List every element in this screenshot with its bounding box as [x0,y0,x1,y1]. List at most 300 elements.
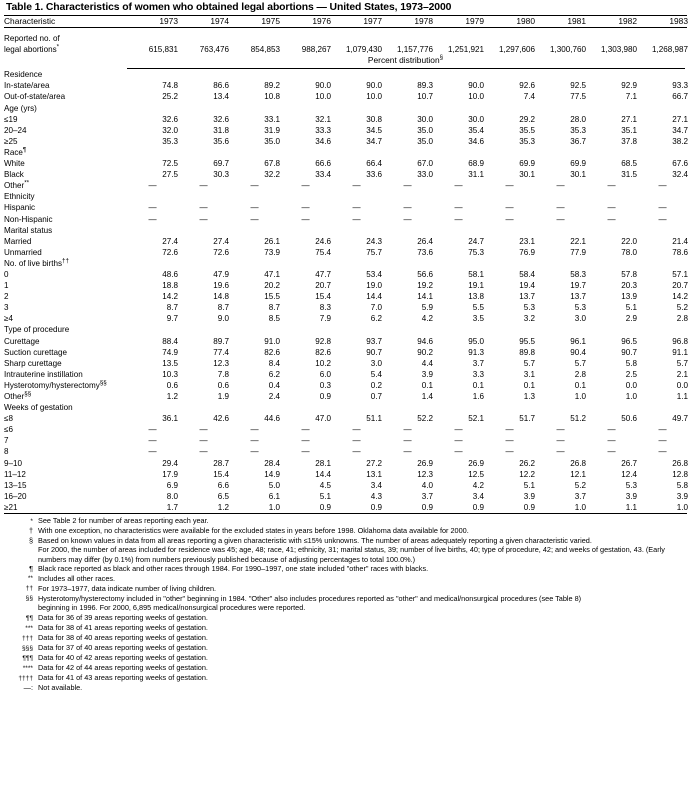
cell-1975: 67.8 [264,159,280,169]
footnote-item [4,643,687,653]
cell-1976: 14.4 [315,469,331,479]
cell-1974: — [199,447,208,457]
section-label-no-of-live-births: No. of live births†† [4,257,69,268]
table-row [4,458,688,469]
cell-1983: 5.2 [676,303,688,313]
cell-1973: 18.8 [162,281,178,291]
cell-1976: 15.4 [315,292,331,302]
cell-1979: 24.7 [468,236,484,246]
cell-1977: 51.1 [366,414,382,424]
cell-1982: — [607,447,616,457]
cell-1975: — [250,181,259,191]
footnote-text: See Table 2 for number of areas reporting each year. [38,516,209,526]
cell-1976: 0.9 [319,502,331,512]
cell-1974: 6.6 [217,480,229,490]
cell-1978: 73.6 [417,247,433,257]
row-label: Suction curettage [4,347,67,357]
header-year-1979: 1979 [465,16,484,26]
cell-1978: 26.4 [417,236,433,246]
cell-1978: 56.6 [417,269,433,279]
cell-1983: 38.2 [672,136,688,146]
cell-1979: 0.9 [472,502,484,512]
cell-1975: — [250,447,259,457]
cell-1980: 35.3 [519,136,535,146]
cell-1978: 90.2 [417,347,433,357]
cell-1975: — [250,203,259,213]
table-row [4,480,688,491]
cell-1973: 36.1 [162,414,178,424]
table-row [4,336,688,347]
cell-1981: 77.9 [570,247,586,257]
cell-1981: 19.7 [570,281,586,291]
cell-1981: 5.3 [574,303,586,313]
cell-1983: 91.1 [672,347,688,357]
row-label: ≥21 [4,502,18,512]
row-label: Hispanic [4,203,36,213]
footnote-marker: §§§ [21,644,33,652]
cell-1974: — [199,181,208,191]
cell-1976: 7.9 [319,314,331,324]
reported-value-1976: 988,267 [301,45,331,55]
table-row [4,380,688,391]
cell-1980: 89.8 [519,347,535,357]
cell-1983: 66.7 [672,92,688,102]
cell-1982: 35.1 [621,125,637,135]
cell-1981: 5.2 [574,480,586,490]
cell-1976: 66.6 [315,159,331,169]
footnote-text: Hysterotomy/hysterectomy included in "other" beginning in 1984. "Other" also includes procedures reported as "other" and medical/nonsurgical procedures (see Table 8) beginning in 1996. For 2000, 6,895 medical/nonsurgical procedures were reported. [38,594,687,613]
cell-1983: 57.1 [672,269,688,279]
cell-1979: 31.1 [468,170,484,180]
cell-1973: 29.4 [162,458,178,468]
cell-1983: 12.8 [672,469,688,479]
reported-value-1978: 1,157,776 [396,45,433,55]
cell-1973: — [148,425,157,435]
table-row [4,136,688,147]
cell-1975: 8.7 [268,303,280,313]
table-row [4,424,688,435]
footnote-marker: ** [24,179,30,187]
footnote-marker: ¶ [29,564,33,574]
section-label-race: Race¶ [4,146,27,157]
row-label: 20–24 [4,125,27,135]
cell-1973: 0.6 [166,380,178,390]
cell-1977: 0.9 [370,502,382,512]
cell-1977: 34.5 [366,125,382,135]
cell-1977: 53.4 [366,269,382,279]
table-row [4,269,688,280]
cell-1981: 3.0 [574,314,586,324]
cell-1978: 94.6 [417,336,433,346]
cell-1982: 0.0 [625,380,637,390]
cell-1981: 30.1 [570,170,586,180]
cell-1982: — [607,214,616,224]
row-label: Intrauterine instillation [4,369,83,379]
section-label-type-of-procedure: Type of procedure [4,325,70,335]
table-row [4,302,688,313]
cell-1978: 3.9 [421,369,433,379]
footnote-marker: **** [22,664,33,672]
footnote-item [4,526,687,536]
cell-1982: 7.1 [625,92,637,102]
cell-1973: 35.3 [162,136,178,146]
cell-1973: — [148,203,157,213]
cell-1976: 34.6 [315,136,331,146]
cell-1978: 5.9 [421,303,433,313]
cell-1974: 89.7 [213,336,229,346]
cell-1978: 14.1 [417,292,433,302]
cell-1977: 66.4 [366,159,382,169]
cell-1973: 8.7 [166,303,178,313]
cell-1974: 35.6 [213,136,229,146]
reported-label-line1: Reported no. of [4,34,60,44]
row-label: 1 [4,281,9,291]
section-header-row [4,103,688,114]
cell-1981: — [556,436,565,446]
row-label: Other§§ [4,390,32,401]
cell-1975: 89.2 [264,81,280,91]
row-label: ≤8 [4,414,13,424]
cell-1974: 86.6 [213,81,229,91]
row-label: Other** [4,179,30,191]
cell-1978: 10.7 [417,92,433,102]
cell-1979: 3.3 [472,369,484,379]
table-row [4,502,688,513]
table-row [4,180,688,191]
row-label: ≥4 [4,314,13,324]
cell-1974: 14.8 [213,292,229,302]
footnote-marker: §§ [99,379,107,387]
cell-1975: 8.4 [268,358,280,368]
cell-1977: — [352,203,361,213]
table-row [4,114,688,125]
footnote-marker: † [28,526,33,536]
cell-1974: — [199,203,208,213]
cell-1980: — [505,214,514,224]
table-row [4,358,688,369]
footnote-text-continued: For 2000, the number of areas included for residence was 45; age, 48; race, 41; ethnicity, 31; marital status, 39; number of live births, 40; type of procedure, 42; and weeks of gestation, 43. (Early numbers may differ (by 0.1%) from numbers previously published because of adjusting percentages to total 100.0%.) [38,545,665,564]
cell-1980: 51.7 [519,414,535,424]
cell-1983: 67.6 [672,159,688,169]
cell-1974: 19.6 [213,281,229,291]
row-label: 7 [4,436,9,446]
cell-1983: 20.7 [672,281,688,291]
column-header-row [4,16,687,27]
cell-1981: 3.7 [574,491,586,501]
cell-1973: 1.2 [166,392,178,401]
row-label: 2 [4,292,9,302]
cell-1982: — [607,181,616,191]
cell-1982: 20.3 [621,281,637,291]
cell-1976: 0.3 [319,380,331,390]
percent-distribution-rule [127,68,685,69]
footnote-item [4,574,687,584]
cell-1976: 47.7 [315,269,331,279]
header-year-1974: 1974 [210,16,229,26]
cell-1982: 68.5 [621,159,637,169]
cell-1976: 33.3 [315,125,331,135]
cell-1976: 8.3 [319,303,331,313]
footnote-marker: * [30,517,33,525]
cell-1978: — [403,425,412,435]
cell-1976: — [301,447,310,457]
reported-value-1980: 1,297,606 [498,45,535,55]
cell-1980: 23.1 [519,236,535,246]
row-label: Out-of-state/area [4,92,66,102]
cell-1981: 69.9 [570,159,586,169]
row-label: 11–12 [4,469,26,479]
cell-1982: 1.1 [625,502,637,512]
cell-1977: — [352,425,361,435]
cell-1980: 29.2 [519,114,535,124]
cell-1973: 27.5 [162,170,178,180]
cell-1973: 1.7 [166,502,178,512]
cell-1974: 77.4 [213,347,229,357]
footnote-item [4,633,687,643]
cell-1976: — [301,203,310,213]
cell-1983: — [658,203,667,213]
table-row [4,247,688,258]
cell-1978: 3.7 [421,491,433,501]
cell-1974: — [199,214,208,224]
cell-1973: 32.0 [162,125,178,135]
cell-1981: 5.7 [574,358,586,368]
cell-1974: 13.4 [213,92,229,102]
cell-1980: 58.4 [519,269,535,279]
cell-1975: — [250,425,259,435]
cell-1978: 67.0 [417,159,433,169]
footnote-marker: § [28,535,33,545]
cell-1974: 12.3 [213,358,229,368]
cell-1975: 26.1 [264,236,280,246]
footnote-item [4,516,687,526]
cell-1981: — [556,425,565,435]
cell-1981: 12.1 [570,469,586,479]
table-row [4,280,688,291]
section-label-age-yrs: Age (yrs) [4,103,37,113]
footnote-text-continued: beginning in 1996. For 2000, 6,895 medical/nonsurgical procedures were reported. [38,603,306,613]
cell-1974: — [199,436,208,446]
cell-1981: 90.4 [570,347,586,357]
cell-1976: 90.0 [315,81,331,91]
cell-1974: 8.7 [217,303,229,313]
cell-1982: 31.5 [621,170,637,180]
cell-1980: — [505,425,514,435]
section-header-row [4,402,688,413]
cell-1977: — [352,447,361,457]
cell-1977: 3.0 [370,358,382,368]
header-table [4,16,688,27]
cell-1982: — [607,203,616,213]
cell-1983: 1.1 [676,392,688,401]
cell-1977: 75.7 [366,247,382,257]
cell-1975: 8.5 [268,314,280,324]
reported-label-line2: legal abortions* [4,43,60,55]
table-row [4,469,688,480]
footnote-text: Data for 40 of 42 areas reporting weeks of gestation. [38,653,208,663]
cell-1980: 5.7 [523,358,535,368]
row-label: Unmarried [4,247,42,257]
cell-1977: 4.3 [370,491,382,501]
cell-1976: 5.1 [319,491,331,501]
cell-1978: — [403,447,412,457]
cell-1982: 90.7 [621,347,637,357]
cell-1976: — [301,425,310,435]
cell-1976: 10.0 [315,92,331,102]
footnote-marker: ¶ [22,146,27,154]
cell-1979: 3.5 [472,314,484,324]
cell-1975: 47.1 [264,269,280,279]
footnote-marker: §§ [24,390,32,398]
cell-1976: 6.0 [319,369,331,379]
cell-1980: 76.9 [519,247,535,257]
cell-1977: 0.7 [370,392,382,401]
table-row [4,44,688,55]
cell-1975: 0.4 [268,380,280,390]
cell-1974: 30.3 [213,170,229,180]
row-label: Curettage [4,336,40,346]
section-header-row [4,191,688,202]
cell-1977: 13.1 [366,469,382,479]
cell-1973: 74.9 [162,347,178,357]
cell-1977: 0.2 [370,380,382,390]
cell-1983: 34.7 [672,125,688,135]
cell-1983: — [658,181,667,191]
cell-1973: 27.4 [162,236,178,246]
cell-1973: 72.6 [162,247,178,257]
cell-1983: 21.4 [672,236,688,246]
cell-1978: 19.2 [417,281,433,291]
cell-1976: 82.6 [315,347,331,357]
cell-1977: — [352,214,361,224]
cell-1979: 58.1 [468,269,484,279]
cell-1980: — [505,436,514,446]
header-year-1983: 1983 [669,16,688,26]
section-header-row [4,258,688,269]
cell-1983: 27.1 [672,114,688,124]
table-row [4,491,688,502]
cell-1983: 78.6 [672,247,688,257]
cell-1982: 5.1 [625,303,637,313]
footnote-text: Includes all other races. [38,573,116,583]
cell-1982: 50.6 [621,414,637,424]
table-row [4,125,688,136]
cell-1975: 10.8 [264,92,280,102]
cell-1979: — [454,436,463,446]
header-year-1975: 1975 [261,16,280,26]
cell-1982: 26.7 [621,458,637,468]
cell-1978: — [403,203,412,213]
cell-1979: 12.5 [468,469,484,479]
cell-1979: 3.4 [472,491,484,501]
footnote-item [4,584,687,594]
cell-1981: 1.0 [574,502,586,512]
reported-value-1981: 1,300,760 [549,45,586,55]
cell-1979: 68.9 [468,159,484,169]
cell-1982: 5.8 [625,358,637,368]
cell-1983: — [658,436,667,446]
cell-1974: 32.6 [213,114,229,124]
cell-1981: 22.1 [570,236,586,246]
cell-1973: 48.6 [162,269,178,279]
cell-1977: 6.2 [370,314,382,324]
section-header-row [4,69,688,80]
cell-1977: 19.0 [366,281,382,291]
cell-1982: 2.5 [625,369,637,379]
cell-1973: — [148,436,157,446]
cell-1977: 7.0 [370,303,382,313]
cell-1983: 2.1 [676,369,688,379]
cell-1980: 69.9 [519,159,535,169]
footnote-text: With one exception, no characteristics were available for the excluded states in years before 1998. Oklahoma data available for 2000. [38,526,469,536]
cell-1976: — [301,214,310,224]
footnote-text: Not available. [38,683,83,693]
header-year-1976: 1976 [312,16,331,26]
cell-1978: 1.4 [421,392,433,401]
footnote-marker: ¶¶¶ [22,654,33,662]
cell-1979: 30.0 [468,114,484,124]
table-row [4,347,688,358]
cell-1982: 13.9 [621,292,637,302]
footnote-text: Black race reported as black and other races through 1984. For 1990–1997, one state included "other" races with blacks. [38,564,429,574]
footnote-item [4,653,687,663]
row-label: ≥25 [4,136,18,146]
cell-1981: 26.8 [570,458,586,468]
table-row [4,313,688,324]
cell-1979: 95.0 [468,336,484,346]
cell-1975: 31.9 [264,125,280,135]
cell-1977: 10.0 [366,92,382,102]
cell-1980: 1.3 [523,392,535,401]
cell-1979: 10.0 [468,92,484,102]
cell-1980: 5.1 [523,480,535,490]
cell-1974: 28.7 [213,458,229,468]
table-row [4,413,688,424]
cell-1980: — [505,203,514,213]
footnote-text: Data for 42 of 44 areas reporting weeks of gestation. [38,663,208,673]
cell-1977: 5.4 [370,369,382,379]
cell-1978: 4.0 [421,480,433,490]
cell-1976: 28.1 [315,458,331,468]
row-label: 9–10 [4,458,23,468]
footnote-marker: *** [25,624,33,632]
cell-1977: 3.4 [370,480,382,490]
cell-1976: — [301,181,310,191]
footnote-text: Data for 38 of 41 areas reporting weeks of gestation. [38,623,208,633]
cell-1974: 69.7 [213,159,229,169]
cell-1976: 92.8 [315,336,331,346]
cell-1975: 14.9 [264,469,280,479]
footnote-marker: —: [23,683,33,693]
cell-1981: 96.1 [570,336,586,346]
cell-1982: 96.5 [621,336,637,346]
cell-1980: 92.6 [519,81,535,91]
cell-1973: 10.3 [162,369,178,379]
footnote-marker: †† [62,257,69,265]
reported-value-1983: 1,268,987 [651,45,688,55]
cell-1979: 5.5 [472,303,484,313]
footnote-text: Based on known values in data from all areas reporting a given characteristic with ≤15% unknowns. The number of areas adequately reporting a given characteristic varied. For 2000, the number of areas included for residence was 45; age, 48; race, 41; ethnicity, 31; marital status, 39; number of live births, 40; type of procedure, 42; and weeks of gestation, 43. (Early numbers may differ (by 0.1%) from numbers previously published because of adjusting percentages to total 100.0%.) [38,536,687,565]
cell-1981: — [556,203,565,213]
cell-1974: 72.6 [213,247,229,257]
cell-1980: 26.2 [519,458,535,468]
cell-1979: 26.9 [468,458,484,468]
cell-1977: — [352,181,361,191]
cell-1977: 27.2 [366,458,382,468]
cell-1974: 1.9 [217,392,229,401]
footnote-item [4,663,687,673]
cell-1975: 91.0 [264,336,280,346]
